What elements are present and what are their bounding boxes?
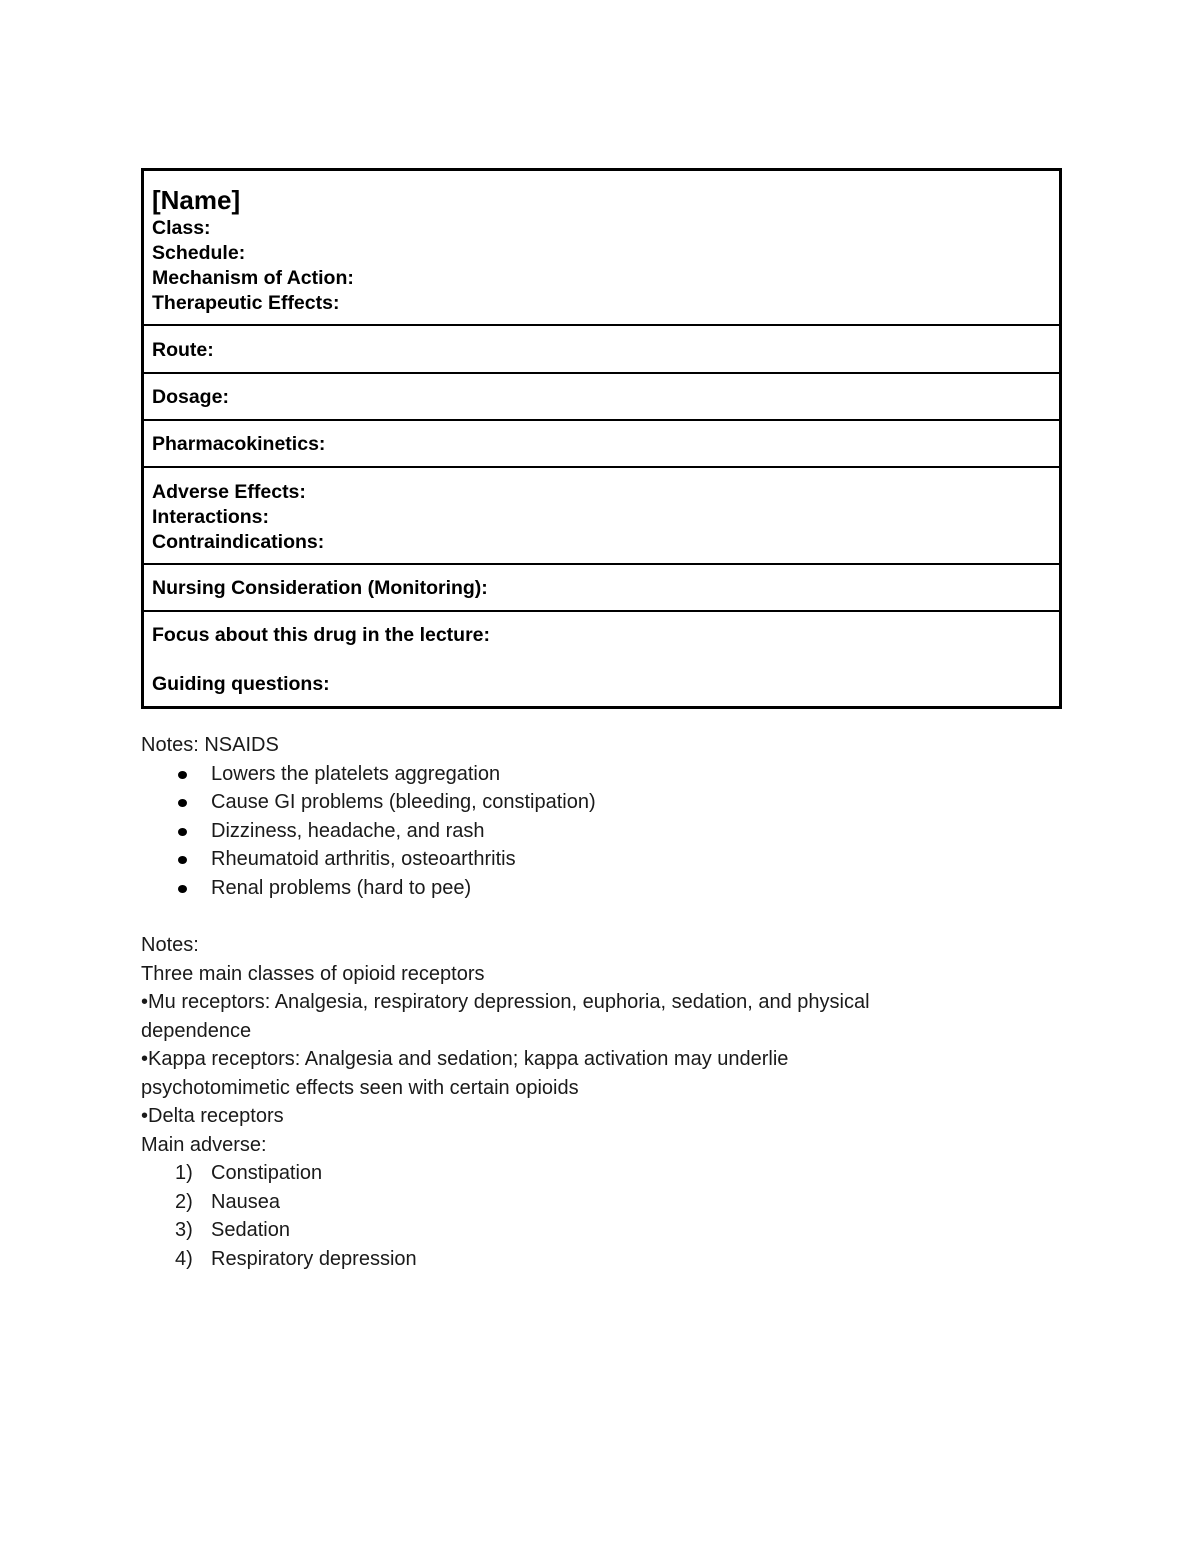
bullet-icon bbox=[178, 856, 187, 864]
list-item bbox=[141, 1188, 901, 1217]
guiding-questions-label: Guiding questions: bbox=[152, 673, 330, 695]
list-item-text: Dizziness, headache, and rash bbox=[211, 819, 485, 842]
opioid-notes bbox=[141, 931, 901, 1273]
pharmacokinetics-cell bbox=[144, 419, 1059, 466]
opioid-receptors-intro: Three main classes of opioid receptors bbox=[141, 962, 485, 985]
schedule-label: Schedule: bbox=[152, 242, 246, 264]
list-item-text: Renal problems (hard to pee) bbox=[211, 876, 472, 899]
list-item-text: Constipation bbox=[211, 1162, 323, 1184]
class-label: Class: bbox=[152, 217, 211, 239]
contraindications-label: Contraindications: bbox=[152, 531, 325, 553]
bullet-icon bbox=[178, 828, 187, 836]
dosage-cell bbox=[144, 372, 1059, 419]
list-number: 3) bbox=[175, 1219, 193, 1241]
delta-receptors-text: •Delta receptors bbox=[141, 1105, 284, 1127]
list-item-text: Rheumatoid arthritis, osteoarthritis bbox=[211, 848, 516, 870]
list-item-text: Nausea bbox=[211, 1190, 280, 1213]
list-item bbox=[141, 845, 596, 874]
adverse-numbered-list bbox=[141, 1159, 901, 1273]
nsaids-notes-heading: Notes: NSAIDS bbox=[141, 734, 279, 756]
nursing-consideration-label: Nursing Consideration (Monitoring): bbox=[152, 577, 488, 599]
list-number: 1) bbox=[175, 1162, 193, 1184]
bullet-icon bbox=[178, 799, 187, 807]
focus-cell bbox=[144, 610, 1059, 706]
adverse-effects-cell bbox=[144, 466, 1059, 563]
interactions-label: Interactions: bbox=[152, 506, 270, 528]
route-cell bbox=[144, 324, 1059, 372]
bullet-icon bbox=[178, 885, 187, 893]
list-item-text: Lowers the platelets aggregation bbox=[211, 762, 501, 785]
drug-card-table bbox=[141, 168, 1062, 709]
list-number: 2) bbox=[175, 1190, 193, 1213]
mu-receptors-text: •Mu receptors: Analgesia, respiratory depression, euphoria, sedation, and physical dependence bbox=[141, 991, 870, 1042]
pharmacokinetics-label: Pharmacokinetics: bbox=[152, 433, 326, 455]
dosage-label: Dosage: bbox=[152, 386, 229, 408]
list-item bbox=[141, 874, 596, 903]
route-label: Route: bbox=[152, 339, 214, 361]
kappa-receptors-text: •Kappa receptors: Analgesia and sedation; kappa activation may underlie psychotomimetic effects seen with certain opioids bbox=[141, 1048, 789, 1099]
main-adverse-heading: Main adverse: bbox=[141, 1133, 267, 1156]
therapeutic-effects-label: Therapeutic Effects: bbox=[152, 292, 340, 314]
nursing-consideration-cell bbox=[144, 563, 1059, 610]
list-item-text: Cause GI problems (bleeding, constipation) bbox=[211, 791, 596, 813]
list-item bbox=[141, 817, 596, 846]
spacer bbox=[152, 648, 1051, 672]
focus-label: Focus about this drug in the lecture: bbox=[152, 624, 491, 646]
list-item bbox=[141, 760, 596, 789]
mechanism-label: Mechanism of Action: bbox=[152, 267, 354, 289]
opioid-notes-heading: Notes: bbox=[141, 934, 199, 956]
adverse-effects-label: Adverse Effects: bbox=[152, 481, 306, 503]
list-item bbox=[141, 1159, 901, 1188]
drug-card-header-cell bbox=[144, 171, 1059, 324]
nsaids-notes bbox=[141, 731, 596, 902]
list-item-text: Sedation bbox=[211, 1219, 290, 1241]
nsaids-bullet-list bbox=[141, 760, 596, 903]
list-number: 4) bbox=[175, 1247, 193, 1270]
list-item-text: Respiratory depression bbox=[211, 1247, 417, 1270]
drug-name: [Name] bbox=[152, 185, 241, 215]
list-item bbox=[141, 1216, 901, 1245]
list-item bbox=[141, 1245, 901, 1274]
list-item bbox=[141, 788, 596, 817]
bullet-icon bbox=[178, 771, 187, 779]
